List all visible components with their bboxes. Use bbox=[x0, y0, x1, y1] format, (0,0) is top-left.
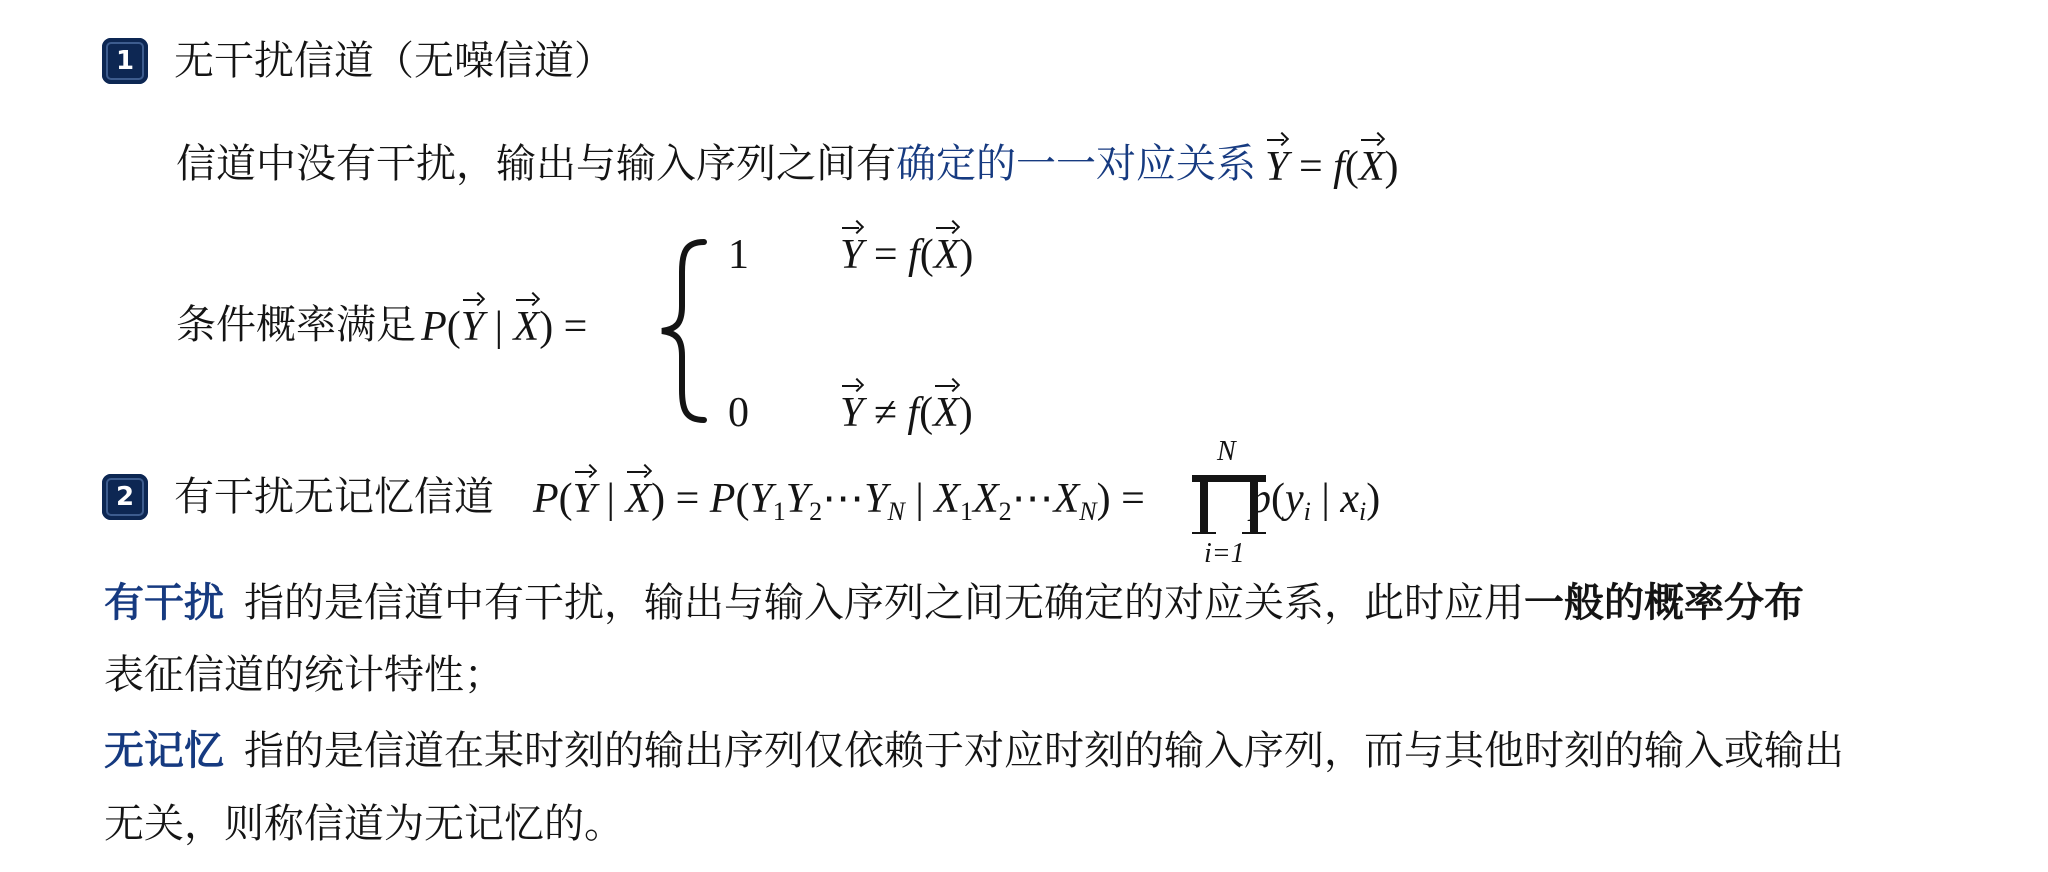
case-one-value: 1 bbox=[728, 232, 749, 278]
case-zero-value: 0 bbox=[728, 390, 749, 436]
item-number-badge: 1 bbox=[102, 38, 148, 84]
definition-emphasis: 一般的概率分布 bbox=[1524, 580, 1804, 626]
definition-memoryless bbox=[104, 728, 1844, 774]
definition-text-continued: 无关，则称信道为无记忆的。 bbox=[104, 801, 624, 847]
definition-interference bbox=[104, 580, 1804, 626]
left-brace bbox=[652, 236, 722, 426]
item-title: 有干扰无记忆信道 bbox=[174, 474, 494, 520]
item-number-badge: 2 bbox=[102, 474, 148, 520]
case-zero-condition: Y ≠ f(X ) bbox=[840, 392, 973, 434]
definition-term: 有干扰 bbox=[104, 580, 224, 626]
definition-text: 指的是信道在某时刻的输出序列仅依赖于对应时刻的输入序列，而与其他时刻的输入或输出 bbox=[244, 728, 1844, 774]
case-one-condition: Y = f(X ) bbox=[840, 234, 973, 276]
highlight-text: 确定的一一对应关系 bbox=[896, 141, 1256, 187]
noiseless-description bbox=[176, 141, 1399, 190]
product-term: $p(y_i$ | $x_i$) bbox=[1250, 476, 1381, 526]
conditional-probability-formula: P(Y | X ) = bbox=[421, 304, 587, 350]
product-lower-limit: i=1 bbox=[1204, 538, 1245, 569]
memoryless-formula: P(Y | X ) = $P(Y_1Y_2\cdots Y_N$ | $X_1X_2\cdots X_N$) = bbox=[533, 478, 1145, 520]
definition-term: 无记忆 bbox=[104, 728, 224, 774]
conditional-probability bbox=[176, 302, 588, 350]
description-text: 信道中没有干扰，输出与输入序列之间有 bbox=[176, 141, 896, 187]
product-upper-limit: N bbox=[1217, 436, 1236, 467]
mapping-formula: Y = f(X ) bbox=[1265, 144, 1398, 190]
condition-label: 条件概率满足 bbox=[176, 302, 416, 348]
definition-text-continued: 表征信道的统计特性； bbox=[104, 652, 504, 698]
definition-text: 指的是信道中有干扰，输出与输入序列之间无确定的对应关系，此时应用 bbox=[244, 580, 1524, 626]
item-title: 无干扰信道（无噪信道） bbox=[174, 38, 614, 84]
